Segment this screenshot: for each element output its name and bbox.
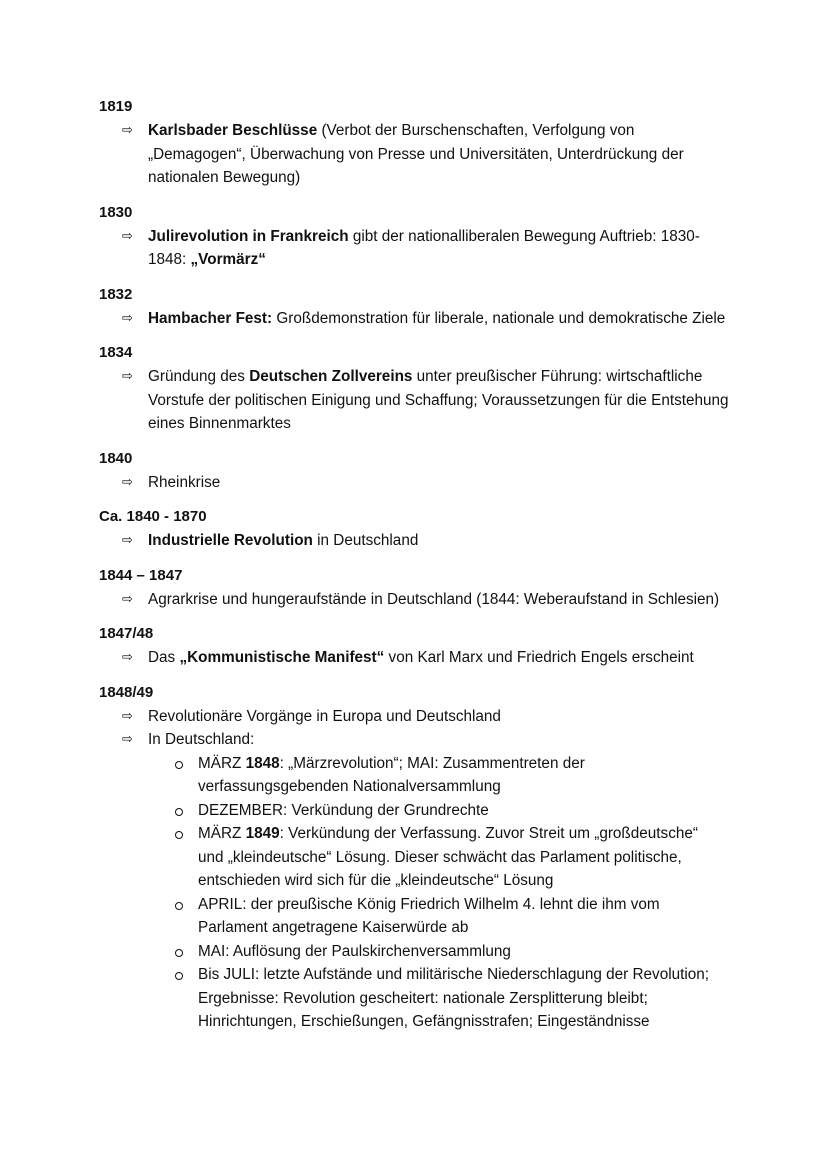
text: MÄRZ: [198, 825, 246, 842]
text: : „Märzrevolution“; MAI: Zusammentreten der verfassungsgebenden Nationalversammlung: [198, 754, 585, 795]
item-text: [148, 228, 700, 269]
arrow-list-item: [99, 307, 734, 331]
circle-bullet-icon: [175, 902, 183, 910]
arrow-right-icon: ⇨: [122, 310, 133, 326]
arrow-right-icon: ⇨: [122, 732, 133, 747]
circle-bullet-icon: [175, 949, 183, 957]
text: unter preußischer Führung: wirtschaftliche Vorstufe der politischen Einigung und Schaffung; Voraussetzungen für die Entstehung eines Binnenmarktes: [148, 368, 729, 432]
arrow-right-icon: ⇨: [122, 591, 133, 607]
sub-list: [99, 752, 739, 1034]
year-heading: 1847/48: [99, 625, 154, 642]
text: Agrarkrise und hungeraufstände in Deutschland (1844: Weberaufstand in Schlesien): [148, 590, 720, 608]
bold-text: „Kommunistische Manifest“: [179, 649, 385, 666]
year-heading: Ca. 1840 - 1870: [99, 508, 207, 525]
text: Rheinkrise: [148, 473, 221, 491]
item-text: [148, 310, 725, 327]
sub-list-item: [99, 963, 724, 1034]
sub-item-text: [198, 966, 709, 1030]
arrow-list-item: [99, 225, 734, 272]
bold-text: 1848: [245, 754, 280, 772]
bold-text: Industrielle Revolution: [148, 532, 313, 549]
text: Gründung des: [148, 368, 250, 385]
text: Großdemonstration für liberale, nationale und demokratische Ziele: [272, 309, 726, 327]
text: Bis JULI: letzte Aufstände und militärische Niederschlagung der Revolution; Ergebnisse: Revolution gescheitert: nationale Zersplitterung bleibt; Hinrichtungen, Erschießungen, Gefängnisstrafen; Eingeständnisse: [198, 966, 710, 1030]
sub-item-text: [198, 896, 660, 937]
text: MAI: Auflösung der Paulskirchenversammlung: [198, 942, 511, 960]
text: APRIL: der preußische König Friedrich Wilhelm 4. lehnt die ihm vom Parlament angetragene Kaiserwürde ab: [198, 895, 660, 936]
timeline-entry: [99, 447, 739, 495]
bold-text: Deutschen Zollvereins: [249, 368, 413, 385]
arrow-list-item: [99, 471, 734, 495]
text: MÄRZ: [198, 754, 246, 772]
item-text: [148, 731, 254, 748]
sub-list-item: [99, 822, 724, 893]
text: Das: [148, 649, 180, 666]
arrow-right-icon: ⇨: [122, 474, 133, 490]
arrow-right-icon: ⇨: [122, 369, 133, 384]
year-heading: 1840: [99, 449, 133, 467]
item-text: [148, 122, 684, 186]
year-heading: 1834: [99, 344, 133, 361]
timeline-entry: [99, 283, 739, 331]
timeline-entry: [99, 341, 739, 436]
text: : Verkündung der Verfassung. Zuvor Streit um „großdeutsche“ und „kleindeutsche“ Lösung. Dieser schwächt das Parlament politische, entschieden wird sich für die „kleindeutsche“ Lösung: [198, 825, 698, 889]
item-text: [148, 649, 694, 666]
arrow-right-icon: ⇨: [122, 650, 133, 665]
bold-text: Karlsbader Beschlüsse: [148, 122, 318, 139]
year-heading: 1819: [99, 98, 133, 115]
circle-bullet-icon: [175, 972, 183, 980]
arrow-right-icon: ⇨: [122, 533, 133, 548]
bold-text: Julirevolution in Frankreich: [148, 227, 349, 245]
circle-bullet-icon: [175, 808, 183, 816]
sub-list-item: [99, 752, 724, 799]
item-text: [148, 368, 729, 432]
year-heading: 1844 – 1847: [99, 566, 183, 584]
year-heading: 1832: [99, 285, 133, 303]
circle-bullet-icon: [175, 831, 183, 839]
bold-text: „Vormärz“: [190, 251, 266, 268]
text: Revolutionäre Vorgänge in Europa und Deutschland: [148, 707, 501, 725]
arrow-list-item: [99, 365, 734, 436]
item-text: [148, 474, 220, 491]
sub-item-text: [198, 755, 585, 796]
timeline-entry: [99, 681, 739, 1034]
arrow-right-icon: ⇨: [122, 123, 133, 138]
arrow-list-item: [99, 119, 734, 190]
item-text: [148, 708, 501, 725]
timeline-document: [99, 95, 739, 1045]
timeline-entry: [99, 505, 739, 553]
arrow-right-icon: ⇨: [122, 228, 133, 244]
arrow-list-item: [99, 529, 734, 553]
sub-list-item: [99, 940, 724, 964]
item-text: [148, 591, 719, 608]
arrow-list-item: [99, 588, 734, 612]
timeline-entry: [99, 201, 739, 272]
text: in Deutschland: [312, 532, 419, 549]
text: von Karl Marx und Friedrich Engels erscheint: [384, 649, 694, 666]
timeline-entry: [99, 564, 739, 612]
sub-list-item: [99, 893, 724, 940]
timeline-entry: [99, 95, 739, 190]
sub-item-text: [198, 943, 511, 960]
sub-list-item: [99, 799, 724, 823]
text: DEZEMBER: Verkündung der Grundrechte: [198, 801, 489, 819]
text: (Verbot der Burschenschaften, Verfolgung von „Demagogen“, Überwachung von Presse und Universitäten, Unterdrückung der nationalen Bewegung): [148, 122, 684, 186]
arrow-list-item: [99, 728, 734, 752]
bold-text: Hambacher Fest:: [148, 309, 273, 327]
circle-bullet-icon: [175, 761, 183, 769]
arrow-right-icon: ⇨: [122, 708, 133, 724]
year-heading: 1830: [99, 203, 133, 221]
text: In Deutschland:: [148, 731, 255, 748]
bold-text: 1849: [245, 825, 280, 842]
arrow-list-item: [99, 646, 734, 670]
sub-item-text: [198, 802, 489, 819]
text: gibt der nationalliberalen Bewegung Auftrieb: 1830-1848:: [148, 227, 700, 268]
sub-item-text: [198, 825, 698, 889]
item-text: [148, 532, 418, 549]
arrow-list-item: [99, 705, 734, 729]
timeline-entry: [99, 622, 739, 670]
year-heading: 1848/49: [99, 683, 154, 701]
